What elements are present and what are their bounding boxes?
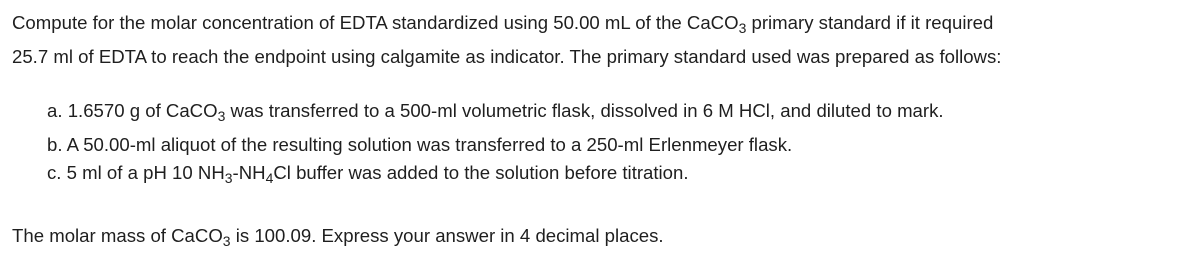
closing-subscript: 3 [222,233,231,250]
question-closing [12,225,1190,250]
step-c-text-2: -NH [232,162,266,183]
step-a-text-2: was transferred to a 500-ml volumetric flask, dissolved in 6 M HCl, and diluted to mark. [225,100,944,121]
question-intro-line-1 [12,12,1190,37]
step-b [47,134,792,156]
step-a-subscript: 3 [217,108,226,125]
step-c [47,162,689,187]
intro-text-part-2: primary standard if it required [746,12,994,33]
closing-text-1: The molar mass of CaCO [12,225,223,246]
step-a-marker: a. [47,100,63,121]
closing-text-2: is 100.09. Express your answer in 4 decimal places. [230,225,664,246]
step-c-marker: c. [47,162,62,183]
step-b-text: A 50.00-ml aliquot of the resulting solution was transferred to a 250-ml Erlenmeyer flask. [66,134,793,155]
step-a-text-1: 1.6570 g of CaCO [67,100,218,121]
step-a [47,100,944,125]
question-intro-line-2: 25.7 ml of EDTA to reach the endpoint using calgamite as indicator. The primary standard used was prepared as follows: [12,46,1002,67]
intro-text-part-1: Compute for the molar concentration of EDTA standardized using 50.00 mL of the CaCO [12,12,739,33]
step-c-subscript-2: 4 [265,170,274,187]
step-c-text-3: Cl buffer was added to the solution before titration. [273,162,689,183]
step-c-text-1: 5 ml of a pH 10 NH [66,162,225,183]
step-b-marker: b. [47,134,63,155]
step-c-subscript-1: 3 [224,170,233,187]
intro-subscript: 3 [738,20,747,37]
